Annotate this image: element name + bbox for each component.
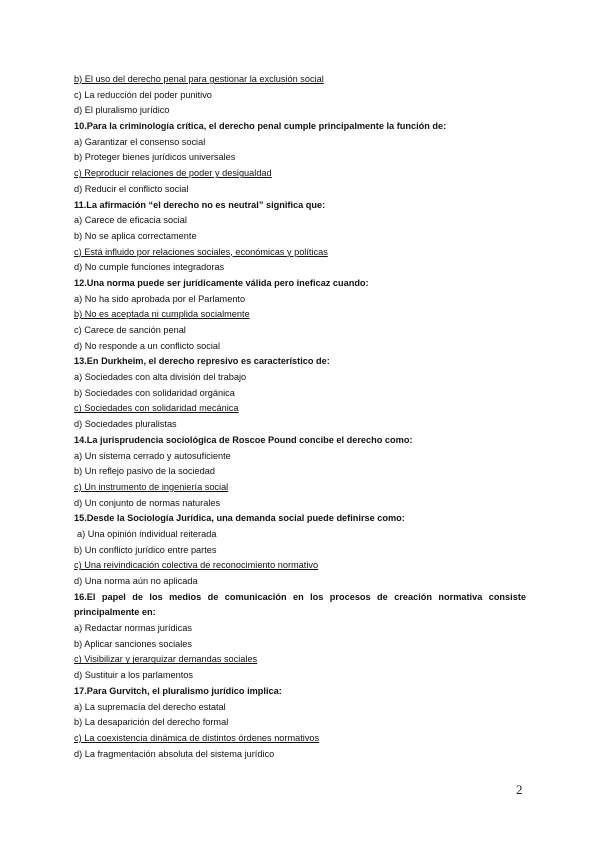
option-line-text: a) Sociedades con alta división del trabajo [74,372,247,383]
question-line-text: 11.La afirmación “el derecho no es neutral” significa que: [74,199,326,210]
option-line [74,527,526,543]
question-line-text: 14.La jurisprudencia sociológica de Roscoe Pound concibe el derecho como: [74,434,413,445]
answer-line [74,731,526,747]
option-line [74,464,526,480]
answer-line [74,558,526,574]
option-line-text: a) Una opinión individual reiterada [77,528,217,539]
option-line [74,292,526,308]
answer-line [74,652,526,668]
question-line [74,354,526,370]
option-line [74,150,526,166]
question-line [74,198,526,214]
answer-line [74,480,526,496]
option-line [74,496,526,512]
question-line-text: 13.En Durkheim, el derecho represivo es característico de: [74,356,330,367]
option-line-text: d) No cumple funciones integradoras [74,262,225,273]
answer-line-text: b) El uso del derecho penal para gestionar la exclusión social [74,74,324,84]
option-line-text: d) Una norma aún no aplicada [74,576,198,586]
option-line-text: b) La desaparición del derecho formal [74,717,229,728]
answer-line-text: c) Sociedades con solidaridad mecánica [74,403,239,414]
answer-line-text: b) No es aceptada ni cumplida socialmente [74,309,250,320]
option-line-text: d) Reducir el conflicto social [74,183,189,194]
option-line [74,543,526,559]
option-line [74,323,526,339]
answer-line-text: c) Una reivindicación colectiva de reconocimiento normativo [74,560,319,571]
option-line-text: b) Sociedades con solidaridad orgánica [74,387,235,398]
option-line [74,747,526,763]
option-line-text: d) Sustituir a los parlamentos [74,670,193,681]
answer-line [74,245,526,261]
option-line-text: d) El pluralismo jurídico [74,105,170,116]
option-line [74,637,526,653]
option-line [74,182,526,198]
option-line [74,103,526,119]
question-line-text: 17.Para Gurvitch, el pluralismo jurídico implica: [74,685,282,696]
answer-line-text: c) Reproducir relaciones de poder y desigualdad [74,168,272,179]
option-line-text: b) Un reflejo pasivo de la sociedad [74,466,215,477]
option-line-text: a) No ha sido aprobada por el Parlamento [74,293,246,304]
answer-line-text: c) Visibilizar y jerarquizar demandas sociales [74,654,258,665]
answer-line [74,72,526,88]
answer-line-text: c) Un instrumento de ingeniería social [74,481,229,492]
answer-line [74,401,526,417]
option-line [74,715,526,731]
option-line [74,668,526,684]
answer-line-text: c) La coexistencia dinámica de distintos órdenes normativos [74,732,320,743]
option-line [74,260,526,276]
option-line [74,621,526,637]
option-line-text: a) La supremacía del derecho estatal [74,701,226,712]
question-line [74,119,526,135]
option-line [74,88,526,104]
option-line-text: b) Un conflicto jurídico entre partes [74,544,217,555]
option-line-text: a) Garantizar el consenso social [74,136,206,147]
question-line-text: 16.El papel de los medios de comunicación en los procesos de creación normativa consiste principalmente en: [74,591,526,618]
option-line [74,574,526,590]
option-line [74,417,526,433]
option-line-text: c) Carece de sanción penal [74,325,186,335]
option-line [74,370,526,386]
option-line [74,386,526,402]
option-line-text: a) Carece de eficacia social [74,215,187,226]
question-line [74,590,526,621]
option-line [74,449,526,465]
option-line [74,700,526,716]
quiz-content [74,72,526,762]
answer-line [74,307,526,323]
option-line-text: d) No responde a un conflicto social [74,340,221,351]
option-line-text: b) Aplicar sanciones sociales [74,638,192,649]
question-line-text: 15.Desde la Sociología Jurídica, una demanda social puede definirse como: [74,513,405,524]
option-line [74,339,526,355]
answer-line [74,166,526,182]
question-line-text: 10.Para la criminología crítica, el derecho penal cumple principalmente la función de: [74,121,447,132]
answer-line-text: c) Está influido por relaciones sociales, económicas y políticas [74,246,328,257]
question-line [74,276,526,292]
option-line-text: b) No se aplica correctamente [74,230,197,241]
question-line [74,684,526,700]
option-line [74,213,526,229]
option-line [74,229,526,245]
option-line-text: d) Un conjunto de normas naturales [74,497,221,508]
option-line [74,135,526,151]
page-number: 2 [516,782,523,797]
option-line-text: c) La reducción del poder punitivo [74,89,212,100]
option-line-text: a) Redactar normas jurídicas [74,623,192,634]
option-line-text: d) Sociedades pluralistas [74,419,177,430]
question-line [74,511,526,527]
question-line [74,433,526,449]
option-line-text: b) Proteger bienes jurídicos universales [74,152,236,163]
option-line-text: a) Un sistema cerrado y autosuficiente [74,450,231,461]
option-line-text: d) La fragmentación absoluta del sistema jurídico [74,748,275,759]
question-line-text: 12.Una norma puede ser jurídicamente válida pero ineficaz cuando: [74,277,369,288]
